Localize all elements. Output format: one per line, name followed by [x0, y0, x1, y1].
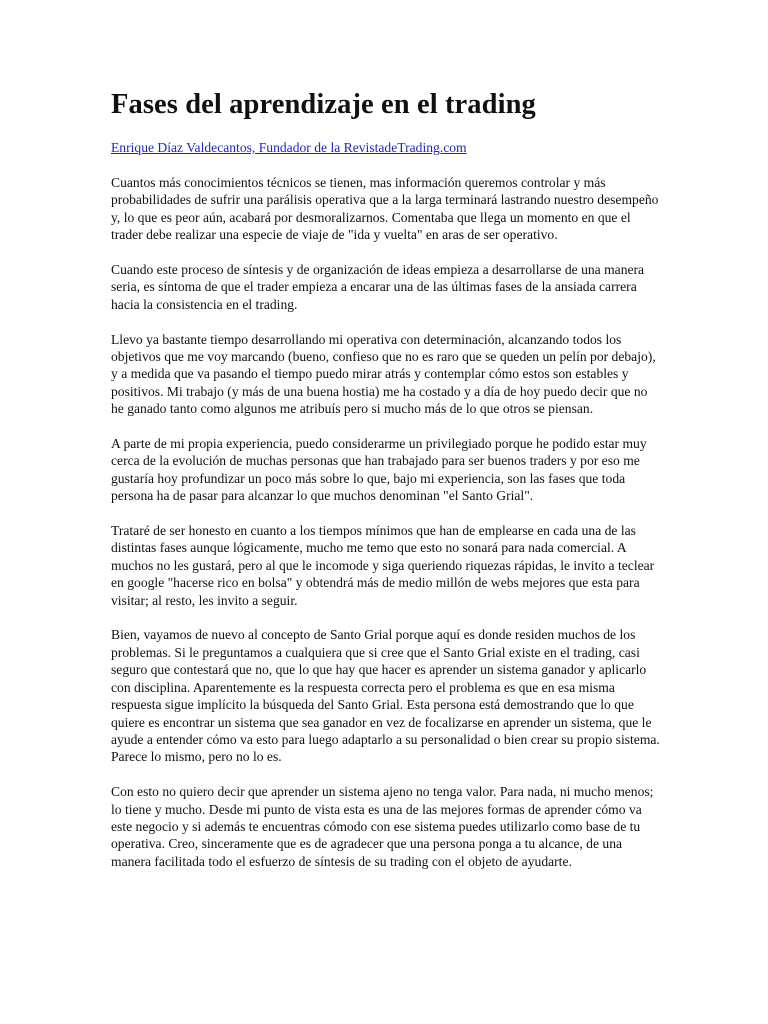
paragraph-6: Bien, vayamos de nuevo al concepto de Santo Grial porque aquí es donde residen muchos de los problemas. Si le preguntamos a cualquiera que si cree que el Santo Grial existe en el trading, casi seguro que contestará que no, que lo que hay que hacer es aprender un sistema ganador y aplicarlo con disciplina. Aparentemente es la respuesta correcta pero el problema es que en esa misma respuesta sigue implícito la búsqueda del Santo Grial. Esta persona está demostrando que lo que quiere es encontrar un sistema que sea ganador en vez de focalizarse en aprender un sistema, que le ayude a entender cómo va esto para luego adaptarlo a su personalidad o bien crear su propio sistema. Parece lo mismo, pero no lo es.	[111, 627, 660, 765]
article-title: Fases del aprendizaje en el trading	[111, 89, 536, 120]
paragraph-2: Cuando este proceso de síntesis y de organización de ideas empieza a desarrollarse de una manera seria, es síntoma de que el trader empieza a encarar una de las últimas fases de la ansiada carrera hacia la consistencia en el trading.	[111, 262, 645, 312]
paragraph-1: Cuantos más conocimientos técnicos se tienen, mas información queremos controlar y más probabilidades de sufrir una parálisis operativa que a la larga terminará lastrando nuestro desempeño y, lo que es peor aún, acabará por desmoralizarnos. Comentaba que llega un momento en que el trader debe realizar una especie de viaje de "ida y vuelta" en aras de ser operativo.	[111, 175, 659, 243]
author-link[interactable]: Enrique Díaz Valdecantos, Fundador de la RevistadeTrading.com	[111, 140, 467, 155]
paragraph-5: Trataré de ser honesto en cuanto a los tiempos mínimos que han de emplearse en cada una de las distintas fases aunque lógicamente, mucho me temo que esto no sonará para nada comercial. A muchos no les gustará, pero al que le incomode y siga queriendo riquezas rápidas, le invito a teclear en google "hacerse rico en bolsa" y obtendrá más de medio millón de webs mejores que esta para visitar; al resto, les invito a seguir.	[111, 523, 655, 608]
paragraph-3: Llevo ya bastante tiempo desarrollando mi operativa con determinación, alcanzando todos los objetivos que me voy marcando (bueno, confieso que no es raro que se queden un pelín por debajo), y a medida que va pasando el tiempo puedo mirar atrás y contemplar cómo estos son estables y positivos. Mi trabajo (y más de una buena hostia) me ha costado y a día de hoy puedo decir que no he ganado tanto como algunos me atribuís pero si mucho más de lo que otros se piensan.	[111, 331, 656, 417]
document-page	[111, 88, 661, 888]
paragraph-7: Con esto no quiero decir que aprender un sistema ajeno no tenga valor. Para nada, ni mucho menos; lo tiene y mucho. Desde mi punto de vista esta es una de las mejores formas de aprender cómo va este negocio y si además te encuentras cómodo con ese sistema puedes utilizarlo como base de tu operativa. Creo, sinceramente que es de agradecer que una persona ponga a tu alcance, de una manera facilitada todo el esfuerzo de síntesis de su trading con el objeto de ayudarte.	[111, 784, 654, 869]
paragraph-4: A parte de mi propia experiencia, puedo considerarme un privilegiado porque he podido estar muy cerca de la evolución de muchas personas que han trabajado para ser buenos traders y por eso me gustaría hoy profundizar un poco más sobre lo que, bajo mi experiencia, son las fases que toda persona ha de pasar para alcanzar lo que muchos denominan "el Santo Grial".	[111, 436, 647, 504]
